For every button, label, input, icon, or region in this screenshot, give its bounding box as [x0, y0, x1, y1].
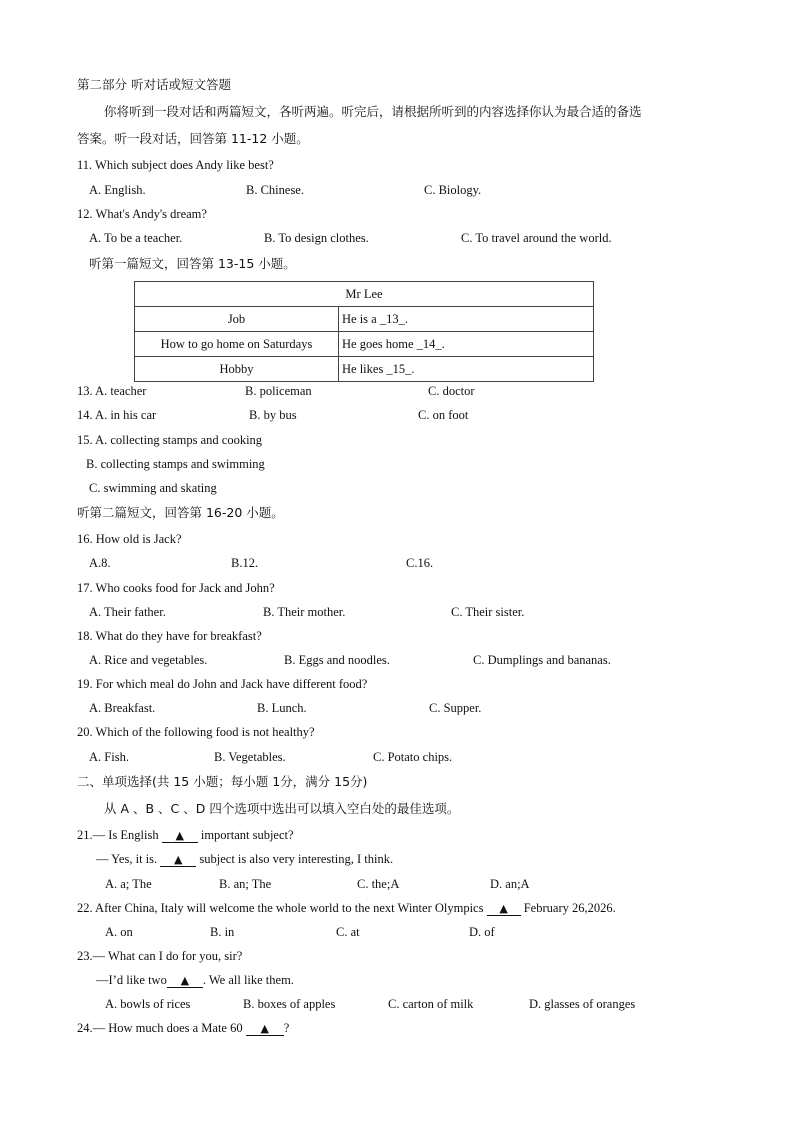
option-b: B. in: [210, 925, 235, 939]
passage-intro: 听第一篇短文，回答第 13-15 小题。: [89, 256, 296, 271]
option-b: B. boxes of apples: [243, 997, 336, 1011]
question-23-line-1: 23.— What can I do for you, sir?: [77, 949, 243, 963]
option-c: C. Dumplings and bananas.: [473, 653, 611, 667]
table-cell-value: He goes home _14_.: [339, 332, 594, 357]
option-c: C. at: [336, 925, 360, 939]
option-a: A. bowls of rices: [105, 997, 191, 1011]
section-heading-single-choice: 二、单项选择(共 15 小题；每小题 1分，满分 15分): [77, 774, 368, 789]
question-13-option-a: 13. A. teacher: [77, 384, 147, 398]
question-text: subject is also very interesting, I think.: [196, 852, 394, 866]
question-21-line-1: [77, 827, 294, 843]
question-text: . We all like them.: [202, 973, 294, 987]
table-title: Mr Lee: [135, 282, 594, 307]
option-c: C. Their sister.: [451, 605, 525, 619]
table-cell-value: He is a _13_.: [339, 307, 594, 332]
option-c: C. Supper.: [429, 701, 482, 715]
question-20-stem: 20. Which of the following food is not healthy?: [77, 725, 315, 739]
answer-blank: [246, 1022, 284, 1036]
question-15-option-a: 15. A. collecting stamps and cooking: [77, 433, 263, 447]
option-c: C. the;A: [357, 877, 400, 891]
option-d: D. an;A: [490, 877, 530, 891]
instruction-text: 从 A 、B 、C 、D 四个选项中选出可以填入空白处的最佳选项。: [104, 801, 460, 816]
triangle-icon: ▲: [180, 974, 190, 987]
question-12-stem: 12. What's Andy's dream?: [77, 207, 207, 221]
section-heading-listening: 第二部分 听对话或短文答题: [77, 77, 231, 92]
mr-lee-table: [134, 281, 594, 382]
question-22-stem: [77, 900, 616, 916]
table-cell-value: He likes _15_.: [339, 357, 594, 382]
question-text: — Yes, it is.: [96, 852, 161, 866]
table-cell-label: Job: [135, 307, 339, 332]
option-b: B. policeman: [245, 384, 312, 398]
option-a: A. Their father.: [89, 605, 166, 619]
option-b: B. Their mother.: [263, 605, 346, 619]
triangle-icon: ▲: [499, 902, 508, 915]
option-a: A. Rice and vegetables.: [89, 653, 208, 667]
option-c: C.16.: [406, 556, 434, 570]
option-a: A. on: [105, 925, 133, 939]
option-c: C. carton of milk: [388, 997, 474, 1011]
passage-intro: 听第二篇短文，回答第 16-20 小题。: [77, 505, 284, 520]
question-24-stem: [77, 1020, 289, 1036]
triangle-icon: ▲: [175, 829, 184, 842]
option-c: C. Potato chips.: [373, 750, 453, 764]
question-19-stem: 19. For which meal do John and Jack have different food?: [77, 677, 368, 691]
question-text: 22. After China, Italy will welcome the whole world to the next Winter Olympics: [77, 901, 487, 915]
question-text: 21.— Is English: [77, 828, 162, 842]
option-b: B. by bus: [249, 408, 297, 422]
question-text: February 26,2026.: [520, 901, 616, 915]
triangle-icon: ▲: [174, 853, 183, 866]
instruction-text: 你将听到一段对话和两篇短文，各听两遍。听完后，请根据所听到的内容选择你认为最合适的备选: [104, 104, 642, 119]
answer-blank: [162, 829, 198, 843]
option-d: D. of: [469, 925, 495, 939]
question-text: important subject?: [197, 828, 294, 842]
option-a: A. To be a teacher.: [89, 231, 183, 245]
table-cell-label: How to go home on Saturdays: [135, 332, 339, 357]
option-b: B. Vegetables.: [214, 750, 286, 764]
table-row: [135, 357, 594, 382]
question-14-option-a: 14. A. in his car: [77, 408, 157, 422]
table-row: [135, 307, 594, 332]
question-text: 24.— How much does a Mate 60: [77, 1021, 246, 1035]
answer-blank: [167, 974, 203, 988]
option-b: B. collecting stamps and swimming: [86, 457, 265, 471]
answer-blank: [160, 853, 196, 867]
option-b: B.12.: [231, 556, 259, 570]
table-row: [135, 332, 594, 357]
option-b: B. To design clothes.: [264, 231, 369, 245]
option-c: C. Biology.: [424, 183, 482, 197]
option-c: C. on foot: [418, 408, 469, 422]
question-21-line-2: [96, 851, 393, 867]
table-cell-label: Hobby: [135, 357, 339, 382]
option-c: C. doctor: [428, 384, 475, 398]
question-18-stem: 18. What do they have for breakfast?: [77, 629, 262, 643]
option-b: B. Lunch.: [257, 701, 307, 715]
option-d: D. glasses of oranges: [529, 997, 636, 1011]
question-23-line-2: [96, 972, 294, 988]
option-c: C. To travel around the world.: [461, 231, 612, 245]
question-17-stem: 17. Who cooks food for Jack and John?: [77, 581, 275, 595]
option-c: C. swimming and skating: [89, 481, 217, 495]
triangle-icon: ▲: [260, 1022, 269, 1035]
instruction-text: 答案。听一段对话，回答第 11-12 小题。: [77, 131, 309, 146]
option-a: A. English.: [89, 183, 146, 197]
option-a: A. Fish.: [89, 750, 129, 764]
question-text: ?: [283, 1021, 290, 1035]
option-a: A. Breakfast.: [89, 701, 156, 715]
option-b: B. Chinese.: [246, 183, 304, 197]
question-text: —I’d like two: [96, 973, 167, 987]
question-16-stem: 16. How old is Jack?: [77, 532, 182, 546]
option-b: B. Eggs and noodles.: [284, 653, 390, 667]
option-b: B. an; The: [219, 877, 272, 891]
answer-blank: [487, 902, 521, 916]
question-11-stem: 11. Which subject does Andy like best?: [77, 158, 274, 172]
option-a: A.8.: [89, 556, 111, 570]
option-a: A. a; The: [105, 877, 152, 891]
